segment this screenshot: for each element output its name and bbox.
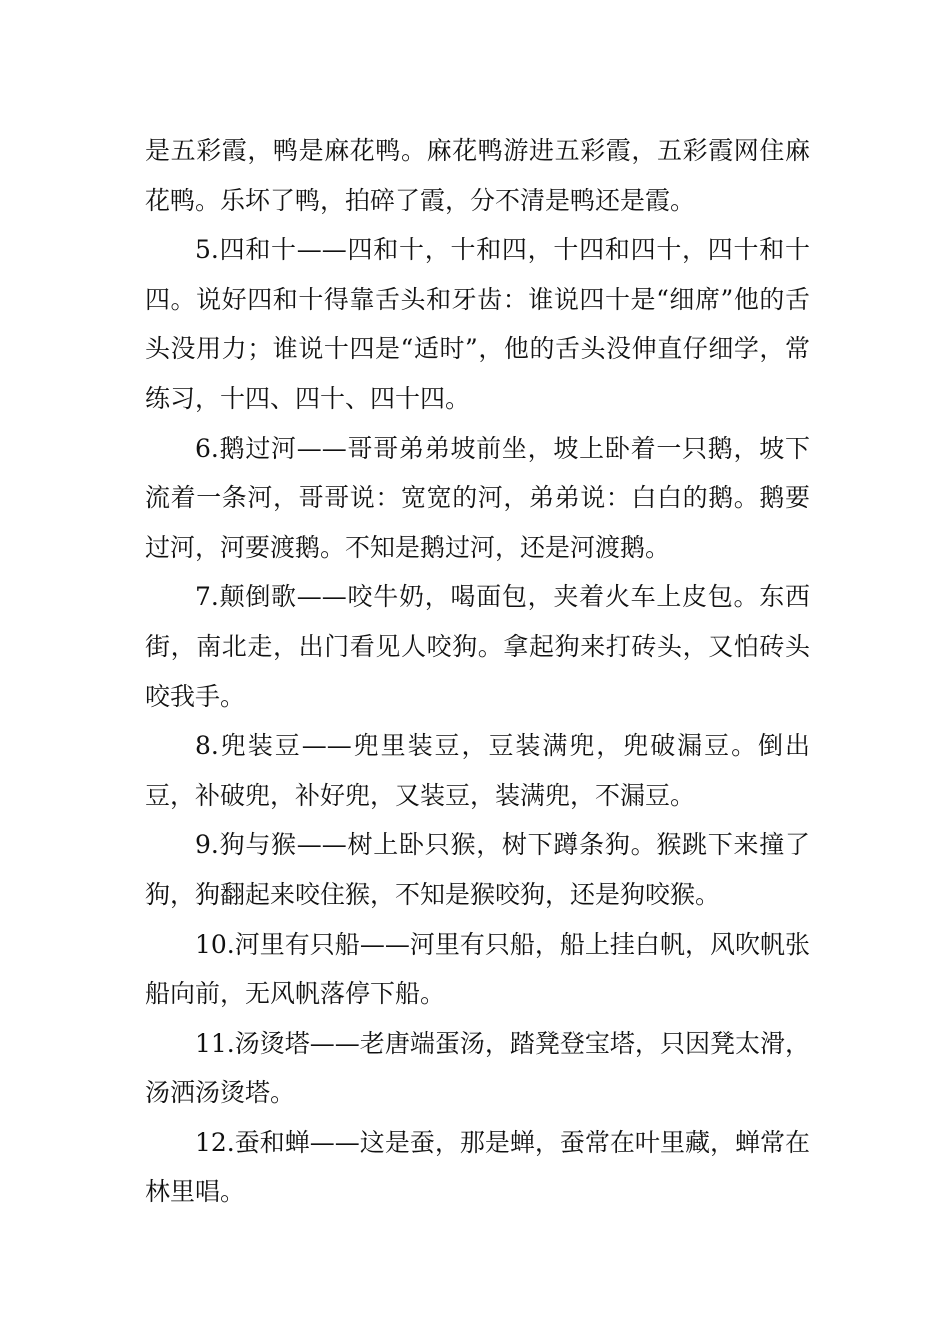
document-page bbox=[145, 126, 810, 1217]
paragraph-item-6: 6.鹅过河——哥哥弟弟坡前坐，坡上卧着一只鹅，坡下流着一条河，哥哥说：宽宽的河，弟弟说：白白的鹅。鹅要过河，河要渡鹅。不知是鹅过河，还是河渡鹅。 bbox=[145, 433, 810, 562]
paragraph-item-8: 8.兜装豆——兜里装豆，豆装满兜，兜破漏豆。倒出豆，补破兜，补好兜，又装豆，装满兜，不漏豆。 bbox=[145, 731, 810, 810]
paragraph-item-9: 9.狗与猴——树上卧只猴，树下蹲条狗。猴跳下来撞了狗，狗翻起来咬住猴，不知是猴咬狗，还是狗咬猴。 bbox=[145, 830, 810, 909]
paragraph-item-12: 12.蚕和蝉——这是蚕，那是蝉，蚕常在叶里藏，蝉常在林里唱。 bbox=[145, 1127, 810, 1207]
paragraph-item-5: 5.四和十——四和十，十和四，十四和四十，四十和十四。说好四和十得靠舌头和牙齿：谁说四十是“细席”他的舌头没用力；谁说十四是“适时”，他的舌头没伸直仔细学，常练习，十四、四十、四十四。 bbox=[145, 235, 810, 413]
paragraph-item-10: 10.河里有只船——河里有只船，船上挂白帆，风吹帆张船向前，无风帆落停下船。 bbox=[145, 929, 810, 1009]
paragraph-continuation: 是五彩霞，鸭是麻花鸭。麻花鸭游进五彩霞，五彩霞网住麻花鸭。乐坏了鸭，拍碎了霞，分不清是鸭还是霞。 bbox=[145, 136, 810, 215]
paragraph-item-7: 7.颠倒歌——咬牛奶，喝面包，夹着火车上皮包。东西街，南北走，出门看见人咬狗。拿起狗来打砖头，又怕砖头咬我手。 bbox=[145, 582, 810, 711]
paragraph-item-11: 11.汤烫塔——老唐端蛋汤，踏凳登宝塔，只因凳太滑，汤洒汤烫塔。 bbox=[145, 1028, 810, 1108]
